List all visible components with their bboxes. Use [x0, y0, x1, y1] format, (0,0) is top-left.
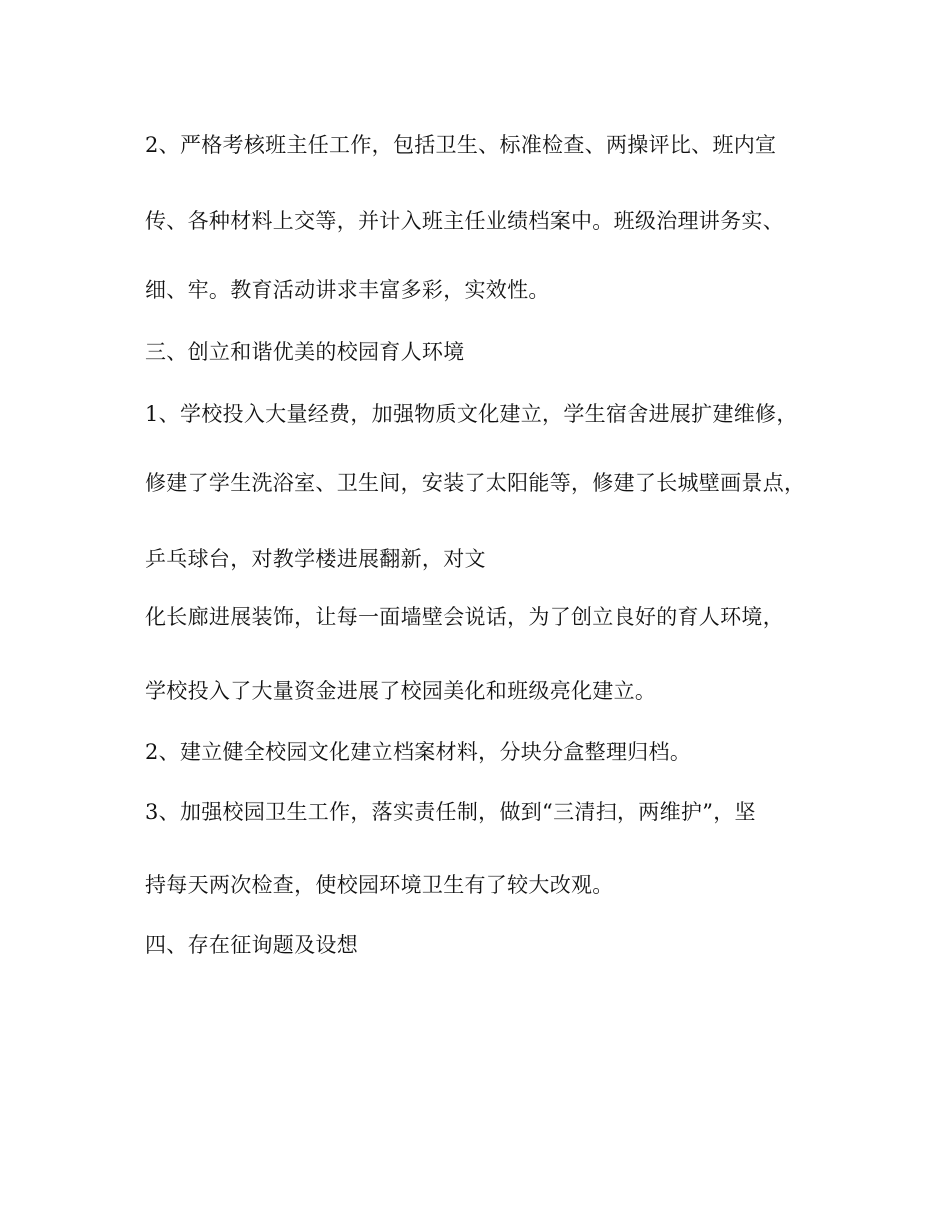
- section-heading: 三、创立和谐优美的校园育人环境: [145, 340, 465, 364]
- paragraph-line: 传、各种材料上交等，并计入班主任业绩档案中。班级治理讲务实、: [145, 209, 784, 233]
- paragraph-line: 持每天两次检查，使校园环境卫生有了较大改观。: [145, 873, 614, 897]
- paragraph-line: 1、学校投入大量经费，加强物质文化建立，学生宿舍进展扩建维修，: [145, 402, 798, 426]
- section-heading: 四、存在征询题及设想: [145, 933, 358, 957]
- paragraph-line: 乒乓球台，对教学楼进展翻新，对文: [145, 547, 486, 571]
- paragraph-line: 2、严格考核班主任工作，包括卫生、标准检查、两操评比、班内宣: [145, 133, 777, 157]
- paragraph-line: 修建了学生洗浴室、卫生间，安装了太阳能等，修建了长城壁画景点，: [145, 471, 806, 495]
- paragraph-line: 3、加强校园卫生工作，落实责任制，做到“三清扫，两维护”，坚: [145, 800, 756, 824]
- paragraph-line: 学校投入了大量资金进展了校园美化和班级亮化建立。: [145, 679, 657, 703]
- paragraph-line: 细、牢。教育活动讲求丰富多彩，实效性。: [145, 278, 550, 302]
- paragraph-line: 2、建立健全校园文化建立档案材料，分块分盒整理归档。: [145, 740, 692, 764]
- paragraph-line: 化长廊进展装饰，让每一面墙壁会说话，为了创立良好的育人环境，: [145, 605, 784, 629]
